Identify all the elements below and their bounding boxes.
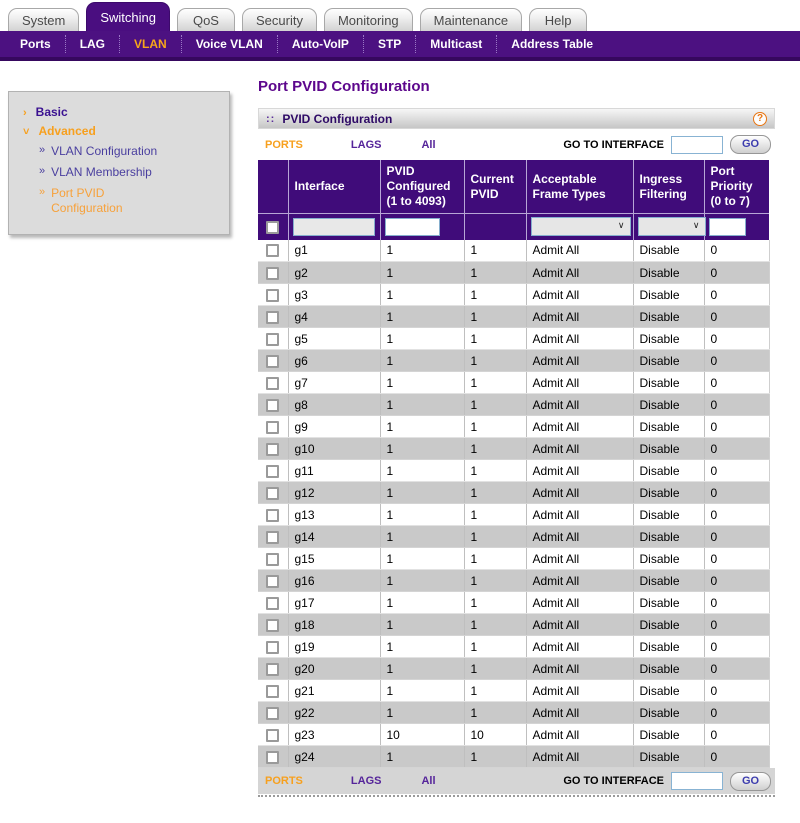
goto-interface-input[interactable] xyxy=(671,772,723,790)
cell-acceptable-frame-types: Admit All xyxy=(526,724,633,746)
cell-acceptable-frame-types: Admit All xyxy=(526,460,633,482)
row-select-cell xyxy=(258,306,288,328)
cell-acceptable-frame-types: Admit All xyxy=(526,262,633,284)
table-row xyxy=(258,482,769,504)
table-row xyxy=(258,284,769,306)
cell-interface: g19 xyxy=(288,636,380,658)
cell-ingress-filtering: Disable xyxy=(633,724,704,746)
cell-interface: g17 xyxy=(288,592,380,614)
select-all-checkbox[interactable] xyxy=(266,221,279,234)
table-row xyxy=(258,570,769,592)
cell-port-priority: 0 xyxy=(704,306,769,328)
cell-interface: g16 xyxy=(288,570,380,592)
cell-acceptable-frame-types: Admit All xyxy=(526,680,633,702)
cell-ingress-filtering: Disable xyxy=(633,614,704,636)
cell-pvid-configured: 1 xyxy=(380,372,464,394)
sidebar-item-vlan-configuration[interactable] xyxy=(39,144,221,159)
row-select-checkbox[interactable] xyxy=(266,663,279,676)
cell-interface: g11 xyxy=(288,460,380,482)
cell-current-pvid: 1 xyxy=(464,702,526,724)
all-link[interactable]: All xyxy=(421,138,436,151)
cell-ingress-filtering: Disable xyxy=(633,262,704,284)
row-select-checkbox[interactable] xyxy=(266,751,279,764)
double-chevron-icon: » xyxy=(39,165,46,177)
ports-link[interactable]: PORTS xyxy=(265,138,303,151)
row-select-cell xyxy=(258,416,288,438)
lags-link[interactable]: LAGS xyxy=(350,138,382,151)
cell-port-priority: 0 xyxy=(704,394,769,416)
cell-port-priority: 0 xyxy=(704,460,769,482)
cell-acceptable-frame-types: Admit All xyxy=(526,416,633,438)
cell-ingress-filtering: Disable xyxy=(633,526,704,548)
cell-current-pvid: 1 xyxy=(464,262,526,284)
col-pvid-configured: PVID Configured (1 to 4093) xyxy=(380,160,464,214)
row-select-checkbox[interactable] xyxy=(266,333,279,346)
sidebar-subitems xyxy=(17,144,221,216)
cell-ingress-filtering: Disable xyxy=(633,306,704,328)
cell-current-pvid: 1 xyxy=(464,614,526,636)
col-ingress-filtering: Ingress Filtering xyxy=(633,160,704,214)
row-select-checkbox[interactable] xyxy=(266,685,279,698)
table-row xyxy=(258,526,769,548)
go-button[interactable]: GO xyxy=(730,772,771,791)
subnav-item-lag[interactable]: LAG xyxy=(65,35,119,53)
ingress-filtering-select[interactable] xyxy=(638,217,706,236)
chevron-down-icon: ˅ xyxy=(23,126,30,138)
subnav-item-stp[interactable]: STP xyxy=(363,35,415,53)
ports-link[interactable]: PORTS xyxy=(265,775,303,787)
row-select-cell xyxy=(258,570,288,592)
goto-interface-label: GO TO INTERFACE xyxy=(563,775,664,787)
cell-port-priority: 0 xyxy=(704,350,769,372)
cell-port-priority: 0 xyxy=(704,680,769,702)
toolbar-bottom xyxy=(258,768,775,794)
cell-interface: g13 xyxy=(288,504,380,526)
row-select-cell xyxy=(258,262,288,284)
cell-ingress-filtering: Disable xyxy=(633,746,704,768)
section-title: PVID Configuration xyxy=(282,111,393,126)
cell-current-pvid: 1 xyxy=(464,416,526,438)
cell-acceptable-frame-types: Admit All xyxy=(526,570,633,592)
cell-current-pvid: 1 xyxy=(464,548,526,570)
cell-pvid-configured: 1 xyxy=(380,350,464,372)
cell-interface: g10 xyxy=(288,438,380,460)
row-select-checkbox[interactable] xyxy=(266,399,279,412)
cell-port-priority: 0 xyxy=(704,526,769,548)
row-select-cell xyxy=(258,328,288,350)
table-row xyxy=(258,262,769,284)
cell-acceptable-frame-types: Admit All xyxy=(526,636,633,658)
cell-port-priority: 0 xyxy=(704,724,769,746)
cell-port-priority: 0 xyxy=(704,746,769,768)
cell-pvid-configured: 1 xyxy=(380,306,464,328)
row-select-checkbox[interactable] xyxy=(266,289,279,302)
table-row xyxy=(258,702,769,724)
cell-current-pvid: 1 xyxy=(464,240,526,262)
row-select-checkbox[interactable] xyxy=(266,244,279,257)
help-icon[interactable]: ? xyxy=(753,112,767,126)
pvid-table-body xyxy=(258,240,769,768)
row-select-cell xyxy=(258,658,288,680)
cell-current-pvid: 1 xyxy=(464,680,526,702)
cell-acceptable-frame-types: Admit All xyxy=(526,614,633,636)
sidebar-item-vlan-membership[interactable] xyxy=(39,165,221,180)
cell-pvid-configured: 1 xyxy=(380,394,464,416)
cell-pvid-configured: 1 xyxy=(380,284,464,306)
cell-port-priority: 0 xyxy=(704,636,769,658)
table-row xyxy=(258,416,769,438)
sidebar-item-label: Basic xyxy=(35,105,68,119)
tab-maintenance[interactable]: Maintenance xyxy=(420,8,522,31)
subnav-item-ports[interactable]: Ports xyxy=(20,37,51,51)
cell-ingress-filtering: Disable xyxy=(633,328,704,350)
cell-interface: g1 xyxy=(288,240,380,262)
tab-monitoring[interactable]: Monitoring xyxy=(324,8,413,31)
row-select-checkbox[interactable] xyxy=(266,641,279,654)
cell-pvid-configured: 1 xyxy=(380,636,464,658)
cell-interface: g15 xyxy=(288,548,380,570)
cell-port-priority: 0 xyxy=(704,416,769,438)
cell-pvid-configured: 1 xyxy=(380,746,464,768)
row-select-checkbox[interactable] xyxy=(266,553,279,566)
cell-acceptable-frame-types: Admit All xyxy=(526,702,633,724)
tab-system[interactable]: System xyxy=(8,8,79,31)
sidebar-item-port-pvid-configuration[interactable] xyxy=(39,186,221,216)
all-link[interactable]: All xyxy=(421,775,436,787)
goto-interface-label: GO TO INTERFACE xyxy=(563,138,664,151)
tab-bar xyxy=(0,0,800,31)
row-select-cell xyxy=(258,284,288,306)
cell-pvid-configured: 1 xyxy=(380,240,464,262)
cell-interface: g23 xyxy=(288,724,380,746)
cell-interface: g7 xyxy=(288,372,380,394)
row-select-cell xyxy=(258,680,288,702)
cell-port-priority: 0 xyxy=(704,482,769,504)
row-select-checkbox[interactable] xyxy=(266,707,279,720)
row-select-checkbox[interactable] xyxy=(266,619,279,632)
cell-pvid-configured: 10 xyxy=(380,724,464,746)
tab-help[interactable]: Help xyxy=(529,8,587,31)
table-row xyxy=(258,394,769,416)
interface-filter-input[interactable] xyxy=(293,218,375,236)
col-port-priority: Port Priority (0 to 7) xyxy=(704,160,769,214)
cell-interface: g22 xyxy=(288,702,380,724)
cell-acceptable-frame-types: Admit All xyxy=(526,284,633,306)
cell-ingress-filtering: Disable xyxy=(633,592,704,614)
cell-current-pvid: 1 xyxy=(464,284,526,306)
cell-port-priority: 0 xyxy=(704,262,769,284)
sidebar-item-label: Advanced xyxy=(38,124,96,138)
table-header-row xyxy=(258,160,769,214)
row-select-cell xyxy=(258,372,288,394)
cell-interface: g6 xyxy=(288,350,380,372)
tab-qos[interactable]: QoS xyxy=(177,8,235,31)
cell-port-priority: 0 xyxy=(704,548,769,570)
toolbar-top xyxy=(258,129,775,160)
go-button[interactable]: GO xyxy=(730,135,771,154)
cell-pvid-configured: 1 xyxy=(380,504,464,526)
cell-current-pvid: 1 xyxy=(464,372,526,394)
sidebar-item-label: VLAN Membership xyxy=(51,165,152,179)
cell-interface: g14 xyxy=(288,526,380,548)
cell-acceptable-frame-types: Admit All xyxy=(526,372,633,394)
page-title: Port PVID Configuration xyxy=(258,78,430,95)
cell-pvid-configured: 1 xyxy=(380,658,464,680)
port-priority-input[interactable] xyxy=(709,218,746,236)
cell-acceptable-frame-types: Admit All xyxy=(526,328,633,350)
cell-interface: g3 xyxy=(288,284,380,306)
cell-acceptable-frame-types: Admit All xyxy=(526,526,633,548)
table-row xyxy=(258,636,769,658)
row-select-cell xyxy=(258,350,288,372)
section-header xyxy=(258,108,775,129)
cell-current-pvid: 1 xyxy=(464,460,526,482)
row-select-cell xyxy=(258,526,288,548)
subnav-item-voice-vlan[interactable]: Voice VLAN xyxy=(181,35,277,53)
cell-port-priority: 0 xyxy=(704,614,769,636)
subnav-bar xyxy=(0,31,800,61)
row-select-cell xyxy=(258,482,288,504)
cell-ingress-filtering: Disable xyxy=(633,636,704,658)
table-row xyxy=(258,724,769,746)
cell-acceptable-frame-types: Admit All xyxy=(526,548,633,570)
cell-port-priority: 0 xyxy=(704,592,769,614)
cell-current-pvid: 1 xyxy=(464,570,526,592)
cell-port-priority: 0 xyxy=(704,570,769,592)
cell-interface: g20 xyxy=(288,658,380,680)
cell-pvid-configured: 1 xyxy=(380,328,464,350)
cell-acceptable-frame-types: Admit All xyxy=(526,306,633,328)
table-row xyxy=(258,460,769,482)
subnav-item-address-table[interactable]: Address Table xyxy=(496,35,607,53)
cell-pvid-configured: 1 xyxy=(380,570,464,592)
sidebar-item-label: Port PVID Configuration xyxy=(51,186,123,215)
cell-ingress-filtering: Disable xyxy=(633,284,704,306)
cell-interface: g9 xyxy=(288,416,380,438)
cell-ingress-filtering: Disable xyxy=(633,504,704,526)
pvid-table xyxy=(258,160,770,768)
cell-pvid-configured: 1 xyxy=(380,438,464,460)
table-row xyxy=(258,746,769,768)
table-row xyxy=(258,438,769,460)
cell-port-priority: 0 xyxy=(704,240,769,262)
row-select-cell xyxy=(258,438,288,460)
row-select-cell xyxy=(258,460,288,482)
row-select-cell xyxy=(258,614,288,636)
row-select-cell xyxy=(258,746,288,768)
row-select-checkbox[interactable] xyxy=(266,531,279,544)
table-row xyxy=(258,658,769,680)
row-select-checkbox[interactable] xyxy=(266,509,279,522)
row-select-cell xyxy=(258,548,288,570)
cell-pvid-configured: 1 xyxy=(380,262,464,284)
row-select-cell xyxy=(258,592,288,614)
row-select-cell xyxy=(258,702,288,724)
pvid-configured-input[interactable] xyxy=(385,218,440,236)
subnav-item-auto-voip[interactable]: Auto-VoIP xyxy=(277,35,363,53)
table-row xyxy=(258,614,769,636)
cell-ingress-filtering: Disable xyxy=(633,394,704,416)
cell-port-priority: 0 xyxy=(704,438,769,460)
cell-pvid-configured: 1 xyxy=(380,592,464,614)
goto-interface-input[interactable] xyxy=(671,136,723,154)
row-select-cell xyxy=(258,724,288,746)
cell-current-pvid: 1 xyxy=(464,592,526,614)
cell-port-priority: 0 xyxy=(704,702,769,724)
row-select-checkbox[interactable] xyxy=(266,597,279,610)
tab-security[interactable]: Security xyxy=(242,8,317,31)
cell-interface: g2 xyxy=(288,262,380,284)
cell-current-pvid: 1 xyxy=(464,482,526,504)
cell-ingress-filtering: Disable xyxy=(633,702,704,724)
double-chevron-icon: » xyxy=(39,144,46,156)
cell-pvid-configured: 1 xyxy=(380,614,464,636)
cell-acceptable-frame-types: Admit All xyxy=(526,240,633,262)
subnav-item-vlan[interactable]: VLAN xyxy=(119,35,181,53)
cell-pvid-configured: 1 xyxy=(380,548,464,570)
cell-interface: g8 xyxy=(288,394,380,416)
cell-acceptable-frame-types: Admit All xyxy=(526,746,633,768)
col-current-pvid: Current PVID xyxy=(464,160,526,214)
row-select-checkbox[interactable] xyxy=(266,729,279,742)
cell-pvid-configured: 1 xyxy=(380,460,464,482)
table-row xyxy=(258,372,769,394)
cell-current-pvid: 1 xyxy=(464,658,526,680)
row-select-cell xyxy=(258,504,288,526)
cell-pvid-configured: 1 xyxy=(380,526,464,548)
table-row xyxy=(258,306,769,328)
cell-interface: g4 xyxy=(288,306,380,328)
cell-ingress-filtering: Disable xyxy=(633,438,704,460)
row-select-cell xyxy=(258,394,288,416)
row-select-checkbox[interactable] xyxy=(266,575,279,588)
cell-acceptable-frame-types: Admit All xyxy=(526,438,633,460)
row-select-checkbox[interactable] xyxy=(266,377,279,390)
cell-pvid-configured: 1 xyxy=(380,680,464,702)
row-select-checkbox[interactable] xyxy=(266,487,279,500)
double-chevron-icon: » xyxy=(39,186,46,198)
table-row xyxy=(258,548,769,570)
sidebar-item-label: VLAN Configuration xyxy=(51,144,158,158)
subnav-item-multicast[interactable]: Multicast xyxy=(415,35,496,53)
cell-port-priority: 0 xyxy=(704,284,769,306)
cell-current-pvid: 1 xyxy=(464,328,526,350)
cell-pvid-configured: 1 xyxy=(380,416,464,438)
section-grip-icon: :: xyxy=(266,112,276,125)
cell-current-pvid: 1 xyxy=(464,526,526,548)
sidebar-item-advanced[interactable] xyxy=(23,124,221,138)
row-select-cell xyxy=(258,240,288,262)
tab-switching[interactable]: Switching xyxy=(86,2,170,31)
cell-current-pvid: 1 xyxy=(464,746,526,768)
content-bottom-divider xyxy=(258,795,775,797)
cell-ingress-filtering: Disable xyxy=(633,482,704,504)
cell-current-pvid: 1 xyxy=(464,306,526,328)
cell-interface: g18 xyxy=(288,614,380,636)
row-select-checkbox[interactable] xyxy=(266,443,279,456)
cell-current-pvid: 1 xyxy=(464,438,526,460)
table-row xyxy=(258,504,769,526)
row-select-checkbox[interactable] xyxy=(266,421,279,434)
cell-ingress-filtering: Disable xyxy=(633,658,704,680)
row-select-cell xyxy=(258,636,288,658)
cell-ingress-filtering: Disable xyxy=(633,460,704,482)
table-row xyxy=(258,592,769,614)
table-row xyxy=(258,328,769,350)
cell-interface: g24 xyxy=(288,746,380,768)
cell-acceptable-frame-types: Admit All xyxy=(526,482,633,504)
cell-port-priority: 0 xyxy=(704,328,769,350)
cell-acceptable-frame-types: Admit All xyxy=(526,504,633,526)
cell-acceptable-frame-types: Admit All xyxy=(526,658,633,680)
cell-ingress-filtering: Disable xyxy=(633,570,704,592)
cell-current-pvid: 10 xyxy=(464,724,526,746)
cell-port-priority: 0 xyxy=(704,504,769,526)
cell-ingress-filtering: Disable xyxy=(633,240,704,262)
cell-port-priority: 0 xyxy=(704,372,769,394)
col-acceptable-frame-types: Acceptable Frame Types xyxy=(526,160,633,214)
cell-pvid-configured: 1 xyxy=(380,482,464,504)
cell-ingress-filtering: Disable xyxy=(633,350,704,372)
sidebar xyxy=(8,91,230,235)
cell-ingress-filtering: Disable xyxy=(633,372,704,394)
lags-link[interactable]: LAGS xyxy=(350,775,382,787)
cell-interface: g12 xyxy=(288,482,380,504)
table-row xyxy=(258,240,769,262)
sidebar-item-basic[interactable] xyxy=(23,105,221,119)
cell-current-pvid: 1 xyxy=(464,350,526,372)
col-interface: Interface xyxy=(288,160,380,214)
cell-pvid-configured: 1 xyxy=(380,702,464,724)
cell-interface: g5 xyxy=(288,328,380,350)
cell-ingress-filtering: Disable xyxy=(633,416,704,438)
row-select-checkbox[interactable] xyxy=(266,311,279,324)
cell-ingress-filtering: Disable xyxy=(633,548,704,570)
row-select-checkbox[interactable] xyxy=(266,465,279,478)
cell-interface: g21 xyxy=(288,680,380,702)
col-select xyxy=(258,160,288,214)
table-row xyxy=(258,350,769,372)
cell-ingress-filtering: Disable xyxy=(633,680,704,702)
cell-port-priority: 0 xyxy=(704,658,769,680)
row-select-checkbox[interactable] xyxy=(266,355,279,368)
cell-acceptable-frame-types: Admit All xyxy=(526,592,633,614)
cell-current-pvid: 1 xyxy=(464,394,526,416)
cell-current-pvid: 1 xyxy=(464,636,526,658)
filter-row xyxy=(258,214,769,240)
acceptable-frame-types-select[interactable] xyxy=(531,217,631,236)
cell-acceptable-frame-types: Admit All xyxy=(526,394,633,416)
chevron-right-icon: › xyxy=(23,107,27,119)
cell-current-pvid: 1 xyxy=(464,504,526,526)
table-row xyxy=(258,680,769,702)
cell-acceptable-frame-types: Admit All xyxy=(526,350,633,372)
row-select-checkbox[interactable] xyxy=(266,267,279,280)
